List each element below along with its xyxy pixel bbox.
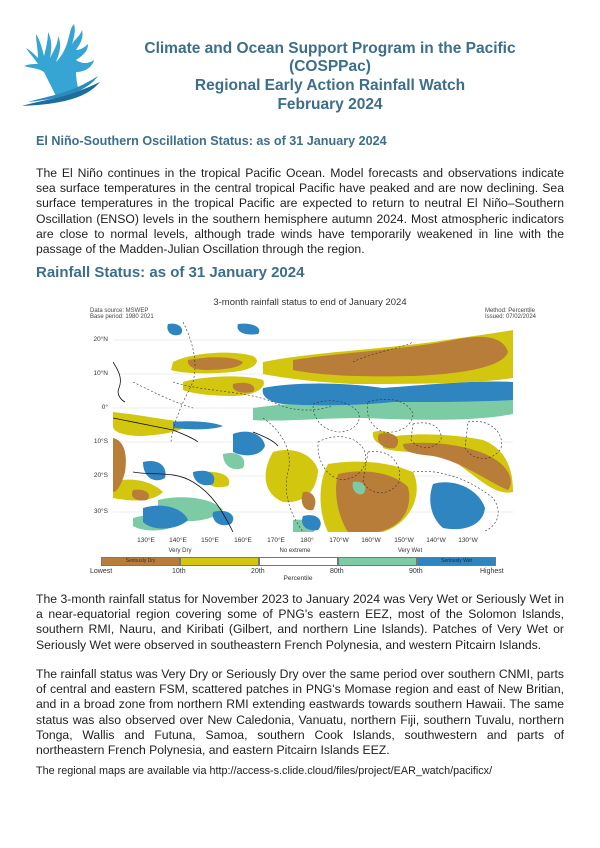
rainfall-map — [113, 322, 513, 532]
program-title: Climate and Ocean Support Program in the Pacific — [144, 40, 516, 57]
lon-tick-label: 160°W — [361, 537, 381, 544]
issued-label: Issued: 07/02/2024 — [484, 314, 536, 321]
lon-tick-label: 130°E — [137, 537, 155, 544]
lon-tick-label: 140°W — [426, 537, 446, 544]
legend-tick-90th: 90th — [409, 568, 423, 575]
lon-tick-label: 150°E — [201, 537, 219, 544]
legend-tick-lowest: Lowest — [90, 568, 113, 575]
rainfall-dry-paragraph: The rainfall status was Very Dry or Seriously Dry over the same period over southern CNMI, parts of central and eastern FSM, scattered patches in PNG's Momase region and east of New Britian, and in a broad zone from northern RMI extending eastwards towards southern Hawaii. The same status was also observed over New Caledonia, Vanuatu, northern Fiji, southern Tuvalu, northern Tonga, Wallis and Futuna, Samoa, southern Cook Islands, southwestern and parts of northeastern French Polynesia, and eastern Pitcairn Islands EEZ. — [36, 667, 564, 758]
legend-inner-seriously-dry: Seriously Dry — [125, 558, 156, 564]
base-period-label: Base period: 1980 2021 — [90, 314, 154, 321]
lat-tick-label: 10°S — [93, 438, 108, 445]
legend-axis-label: Percentile — [283, 575, 313, 582]
lon-tick-label: 180° — [300, 537, 314, 544]
legend-inner-seriously-wet: Seriously Wet — [441, 558, 472, 564]
regional-maps-link-text: The regional maps are available via http://access-s.clide.cloud/files/project/EAR_watch/pacificx/ — [36, 765, 493, 777]
legend-tick-highest: Highest — [480, 568, 504, 575]
lat-tick-label: 20°S — [93, 472, 108, 479]
program-acronym: (COSPPac) — [289, 58, 371, 75]
legend-tick-80th: 80th — [330, 568, 344, 575]
rainfall-status-heading: Rainfall Status: as of 31 January 2024 — [36, 264, 305, 281]
data-source-label: Data source: MSWEP — [90, 308, 149, 314]
lat-tick-label: 0° — [101, 404, 108, 411]
rainfall-status-map-figure — [80, 294, 540, 580]
legend-swatch-very-dry — [180, 557, 259, 566]
lon-tick-label: 140°E — [169, 537, 187, 544]
lon-tick-label: 130°W — [458, 537, 478, 544]
legend-tick-20th: 20th — [251, 568, 265, 575]
report-date: February 2024 — [277, 96, 383, 113]
lon-tick-label: 170°W — [329, 537, 349, 544]
coral-logo-icon — [18, 20, 106, 110]
lon-tick-label: 170°E — [267, 537, 285, 544]
legend-label-no-extreme: No extreme — [279, 548, 311, 554]
legend-swatch-no-extreme — [259, 557, 338, 566]
figure-title: 3-month rainfall status to end of January 2024 — [213, 297, 407, 308]
enso-status-paragraph: The El Niño continues in the tropical Pacific Ocean. Model forecasts and observations indicate sea surface temperatures in the central tropical Pacific have peaked and are now declining. Sea surface temperatures in the tropical Pacific are expected to return to neutral El Niño–Southern Oscillation (ENSO) levels in the southern hemisphere autumn 2024. Most atmospheric indicators are close to normal levels, although trade winds have temporarily weakened in line with the passage of the Madden-Julian Oscillation through the region. — [36, 166, 564, 257]
legend-label-very-wet: Very Wet — [397, 548, 423, 554]
report-title: Regional Early Action Rainfall Watch — [194, 77, 466, 94]
lat-tick-label: 30°S — [93, 508, 108, 515]
method-label: Method: Percentile — [484, 308, 535, 314]
legend-label-very-dry: Very Dry — [168, 548, 192, 554]
rainfall-wet-paragraph: The 3-month rainfall status for November 2023 to January 2024 was Very Wet or Seriously Wet in a near-equatorial region covering some of PNG's eastern EEZ, most of the Solomon Islands, southern RMI, Nauru, and Kiribati (Gilbert, and northern Line Islands). Patches of Very Wet or Seriously Wet were observed in southeastern French Polynesia, and western Pitcairn Islands. — [36, 592, 564, 652]
lat-tick-label: 20°N — [93, 336, 108, 343]
figure-method-note — [485, 308, 536, 321]
lon-tick-label: 160°E — [234, 537, 252, 544]
enso-status-heading: El Niño-Southern Oscillation Status: as of 31 January 2024 — [36, 134, 387, 148]
legend-swatch-very-wet — [338, 557, 417, 566]
figure-source-note — [90, 308, 154, 321]
legend-tick-10th: 10th — [172, 568, 186, 575]
lon-tick-label: 150°W — [394, 537, 414, 544]
lat-tick-label: 10°N — [93, 370, 108, 377]
